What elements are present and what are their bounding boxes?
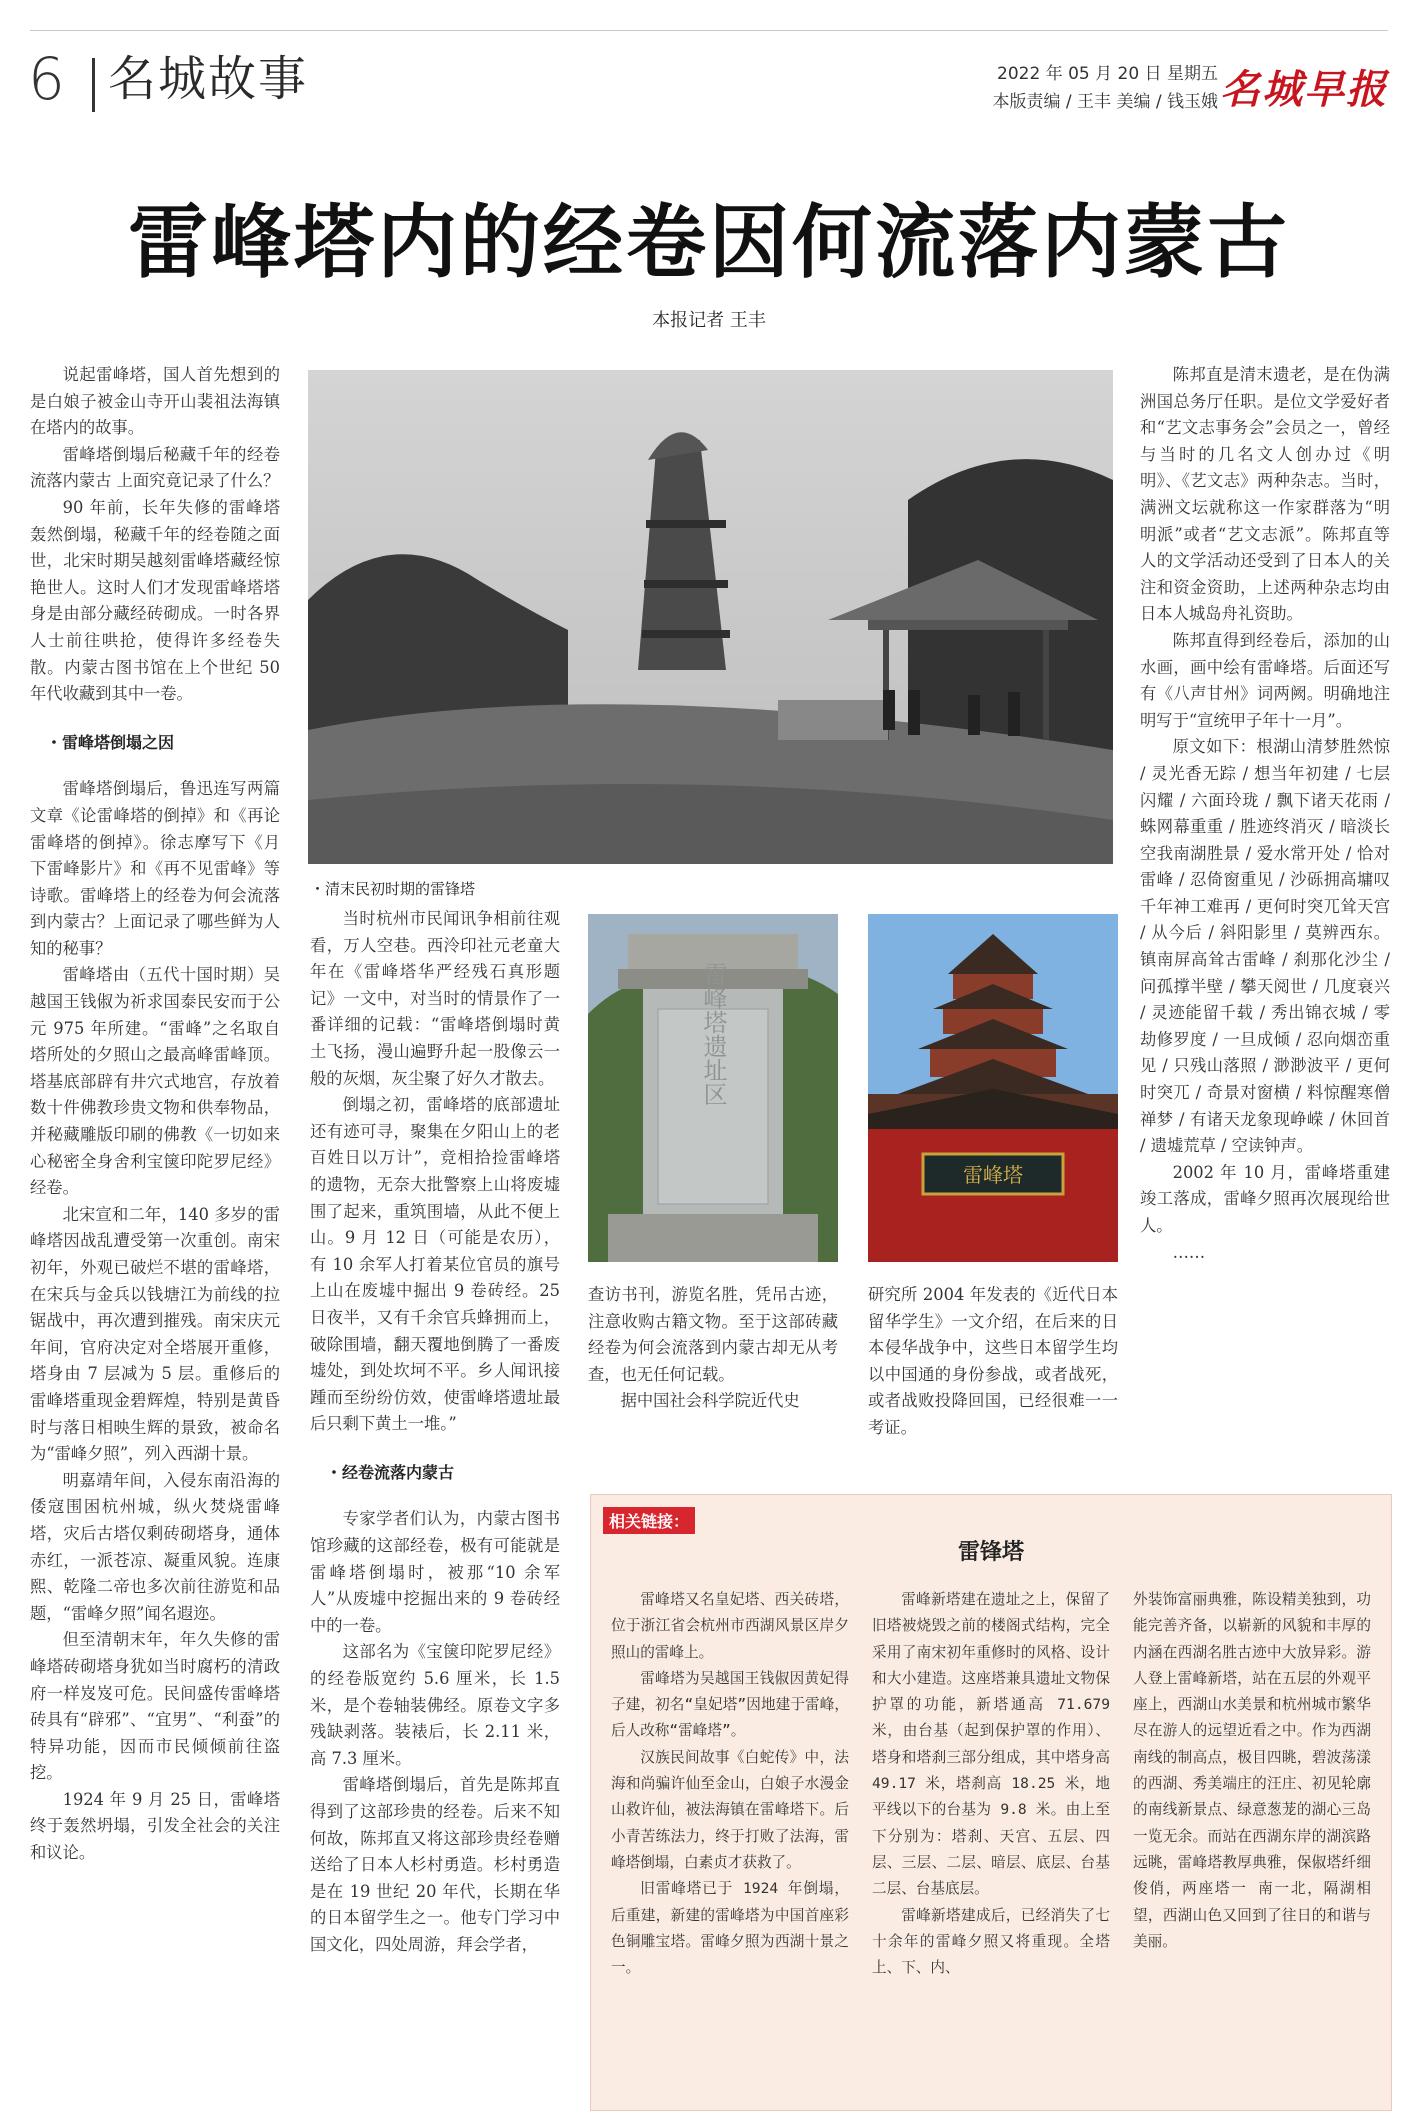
photo-site-stele: [588, 914, 838, 1262]
stele-inscription: 雷峰塔遗址区: [699, 962, 727, 1106]
related-column-3: [1133, 1587, 1371, 1955]
issue-date: 2022 年 05 月 20 日 星期五: [997, 64, 1218, 84]
article-column-3: [588, 1282, 838, 1415]
paragraph: 原文如下：根湖山清梦胜然惊 / 灵光香无踪 / 想当年初建 / 七层闪耀 / 六面玲珑 / 飘下诸天花雨 / 蛛网幕重重 / 胜迹终消灭 / 暗淡长空我南湖胜景 / 爱水常开处 / 恰对雷峰 / 忍倚窗重见 / 沙砾拥高墉叹千年神工难再 / 更何时突兀耸天宫 / 从今后 / 斜阳影里 / 莫辨西东。镇南屏高耸古雷峰 / 刹那化沙尘 / 问孤撑半壁 / 攀天阅世 / 几度衰兴 / 灵迹能留千载 / 秀出锦衣城 / 零劫修罗度 / 一旦成倾 / 忍向烟峦重见 / 只残山落照 / 渺渺波平 / 更何时突兀 / 奇景对窗横 / 料惊醒寒僧禅梦 / 有诸天龙象现峥嵘 / 休回首 / 遗墟荒草 / 空读钟声。: [1140, 737, 1390, 1156]
paragraph: 汉族民间故事《白蛇传》中，法海和尚骗许仙至金山，白娘子水漫金山救许仙，被法海镇在雷峰塔下。后小青苦练法力，终于打败了法海，雷峰塔倒塌，白素贞才获救了。: [611, 1748, 849, 1871]
related-link-box: [590, 1494, 1392, 2111]
related-column-1: [611, 1587, 849, 1981]
byline: 本报记者 王丰: [652, 310, 766, 331]
section-name: 名城故事: [108, 51, 309, 107]
article-column-2: [310, 906, 560, 1959]
paragraph: 雷峰塔为吴越国王钱俶因黄妃得子建，初名“皇妃塔”因地建于雷峰，后人改称“雷峰塔”。: [611, 1669, 849, 1740]
paragraph: 但至清朝末年，年久失修的雷峰塔砖砌塔身犹如当时腐朽的清政府一样岌岌可危。民间盛传雷峰塔砖具有“辟邪”、“宜男”、“利蚕”的特异功能，因而市民倾倾前往盗挖。: [30, 1630, 280, 1783]
paragraph: 据中国社会科学院近代史: [620, 1391, 800, 1411]
article-column-4: [868, 1282, 1118, 1442]
header-divider: [92, 58, 95, 112]
paragraph: 雷峰塔又名皇妃塔、西关砖塔，位于浙江省会杭州市西湖风景区岸夕照山的雷峰上。: [611, 1591, 849, 1661]
paragraph: 雷峰塔倒塌后秘藏千年的经卷流落内蒙古 上面究竟记录了什么？: [30, 444, 280, 491]
related-link-title: 雷锋塔: [957, 1540, 1024, 1565]
article-column-5: [1140, 362, 1390, 1266]
header-meta: [993, 60, 1218, 116]
related-column-2: [872, 1587, 1110, 1981]
paragraph: 陈邦直得到经卷后，添加的山水画，画中绘有雷峰塔。后面还写有《八声甘州》词两阙。明确地注明写于“宣统甲子年十一月”。: [1140, 630, 1390, 730]
paragraph: 外装饰富丽典雅，陈设精美独到，功能完善齐备，以崭新的风貌和丰厚的内涵在西湖名胜古迹中大放异彩。游人登上雷峰新塔，站在五层的外观平座上，西湖山水美景和杭州城市繁华尽在游人的远望近看之中。作为西湖南线的制高点，极目四眺，碧波荡漾的西湖、秀美端庄的汪庄、初见轮廓的南线新景点、绿意葱茏的湖心三岛一览无余。而站在西湖东岸的湖滨路远眺，雷峰塔教厚典雅，保俶塔纤细俊俏，两座塔一 南一北，隔湖相望，西湖山色又回到了往日的和谐与美丽。: [1133, 1591, 1371, 1950]
paragraph: 当时杭州市民闻讯争相前往观看，万人空巷。西泠印社元老童大年在《雷峰塔华严经残石真形题记》一文中，对当时的情景作了一番详细的记载：“雷峰塔倒塌时黄土飞扬，漫山遍野升起一股像云一般的灰烟，灰尘聚了好久才散去。: [310, 909, 560, 1088]
article-headline: 雷峰塔内的经卷因何流落内蒙古: [128, 196, 1290, 289]
subheading: ・经卷流落内蒙古: [326, 1462, 455, 1482]
header-rule: [30, 30, 1388, 31]
paragraph: 雷峰塔由（五代十国时期）吴越国王钱俶为祈求国泰民安而于公元 975 年所建。“雷峰”之名取自塔所处的夕照山之最高峰雷峰顶。塔基底部辟有井穴式地宫，存放着数十件佛教珍贵文物和供奉物品，并秘藏雕版印刷的佛教《一切如来心秘密全身舍利宝箧印陀罗尼经》经卷。: [30, 965, 280, 1198]
newspaper-logo: 名城早报: [1220, 66, 1388, 113]
paragraph: ……: [1172, 1242, 1206, 1262]
paragraph: 说起雷峰塔，国人首先想到的是白娘子被金山寺开山裴祖法海镇在塔内的故事。: [30, 365, 280, 438]
paragraph: 明嘉靖年间，入侵东南沿海的倭寇围困杭州城，纵火焚烧雷峰塔，灾后古塔仅剩砖砌塔身，通体赤红，一派苍凉、凝重风貌。连康熙、乾隆二帝也多次前往游览和品题，“雷峰夕照”闻名遐迩。: [30, 1470, 280, 1623]
paragraph: 研究所 2004 年发表的《近代日本留华学生》一文介绍，在后来的日本侵华战争中，这些日本留学生均以中国通的身份参战，或者战死，或者战败投降回国，已经很难一一考证。: [868, 1285, 1118, 1437]
page-number: 6: [28, 45, 65, 113]
photo-new-pagoda-temple: [868, 914, 1118, 1262]
paragraph: 雷峰新塔建成后，已经消失了七十余年的雷峰夕照又将重现。全塔上、下、内、: [872, 1906, 1110, 1977]
paragraph: 2002 年 10 月，雷峰塔重建竣工落成，雷峰夕照再次展现给世人。: [1140, 1162, 1390, 1235]
related-link-tag: 相关链接：: [603, 1507, 695, 1534]
photo-old-leifeng-pagoda: [308, 370, 1113, 864]
paragraph: 90 年前，长年失修的雷峰塔轰然倒塌，秘藏千年的经卷随之面世，北宋时期吴越刻雷峰塔藏经惊艳世人。这时人们才发现雷峰塔塔身是由部分藏经砖砌成。一时各界人士前往哄抢，使得许多经卷失散。内蒙古图书馆在上个世纪 50 年代收藏到其中一卷。: [30, 497, 280, 704]
paragraph: 查访书刊，游览名胜，凭吊古迹，注意收购古籍文物。至于这部砖藏经卷为何会流落到内蒙古却无从考查，也无任何记载。: [588, 1285, 838, 1384]
subheading: ・雷峰塔倒塌之因: [46, 732, 175, 752]
editors-credit: 本版责编 / 王丰 美编 / 钱玉娥: [992, 92, 1218, 112]
paragraph: 北宋宣和二年，140 多岁的雷峰塔因战乱遭受第一次重创。南宋初年，外观已破烂不堪的雷峰塔，在宋兵与金兵以钱塘江为前线的拉锯战中，再次遭到摧残。南宋庆元年间，官府决定对全塔展开重修，塔身由 7 层减为 5 层。重修后的雷峰塔重现金碧辉煌，特别是黄昏时与落日相映生辉的景致，被命名为“雷峰夕照”，列入西湖十景。: [30, 1204, 280, 1464]
paragraph: 雷峰塔倒塌后，首先是陈邦直得到了这部珍贵的经卷。后来不知何故，陈邦直又将这部珍贵经卷赠送给了日本人杉村勇造。杉村勇造是在 19 世纪 20 年代，长期在华的日本留学生之一。他专门学习中国文化，四处周游，拜会学者，: [310, 1775, 560, 1954]
photo-caption: ・清末民初时期的雷锋塔: [310, 880, 476, 898]
paragraph: 倒塌之初，雷峰塔的底部遗址还有迹可寻，聚集在夕阳山上的老百姓日以万计”，竞相拾捡雷峰塔的遗物，无奈大批警察上山将废墟围了起来，重筑围墙，从此不便上山。9 月 12 日（可能是农历），有 10 余军人打着某位官员的旗号上山在废墟中掘出 9 卷砖经。25 日夜半，又有千余官兵蜂拥而上，破除围墙，翻天覆地倒腾了一番废墟处，到处坎坷不平。乡人闻讯接踵而至纷纷仿效，使雷峰塔遗址最后只剩下黄土一堆。”: [310, 1095, 560, 1434]
paragraph: 雷峰新塔建在遗址之上，保留了旧塔被烧毁之前的楼阁式结构，完全采用了南宋初年重修时的风格、设计和大小建造。这座塔兼具遗址文物保护罩的功能，新塔通高 71.679 米，由台基（起到保护罩的作用）、塔身和塔刹三部分组成，其中塔身高 49.17 米，塔刹高 18.25 米，地平线以下的台基为 9.8 米。由上至下分别为：塔刹、天宫、五层、四层、三层、二层、暗层、底层、台基二层、台基底层。: [872, 1591, 1110, 1898]
paragraph: 这部名为《宝箧印陀罗尼经》的经卷版宽约 5.6 厘米，长 1.5 米，是个卷轴装佛经。原卷文字多残缺剥落。装裱后，长 2.11 米，高 7.3 厘米。: [310, 1642, 560, 1768]
article-column-1: [30, 362, 280, 1867]
paragraph: 1924 年 9 月 25 日，雷峰塔终于轰然坍塌，引发全社会的关注和议论。: [30, 1789, 280, 1863]
paragraph: 旧雷峰塔已于 1924 年倒塌，后重建，新建的雷峰塔为中国首座彩色铜雕宝塔。雷峰夕照为西湖十景之一。: [611, 1880, 849, 1977]
paragraph: 雷峰塔倒塌后，鲁迅连写两篇文章《论雷峰塔的倒掉》和《再论雷峰塔的倒掉》。徐志摩写下《月下雷峰影片》和《再不见雷峰》等诗歌。雷峰塔上的经卷为何会流落到内蒙古？上面记录了哪些鲜为人知的秘事？: [30, 779, 280, 958]
paragraph: 陈邦直是清末遗老，是在伪满洲国总务厅任职。是位文学爱好者和“艺文志事务会”会员之一，曾经与当时的几名文人创办过《明明》、《艺文志》两种杂志。当时，满洲文坛就称这一作家群落为“明明派”或者“艺文志派”。陈邦直等人的文学活动还受到了日本人的关注和资金资助，上述两种杂志均由日本人城岛舟礼资助。: [1140, 365, 1390, 624]
temple-plaque-text: 雷峰塔: [963, 1163, 1023, 1187]
paragraph: 专家学者们认为，内蒙古图书馆珍藏的这部经卷，极有可能就是雷峰塔倒塌时，被那“10 余军人”从废墟中挖掘出来的 9 卷砖经中的一卷。: [310, 1509, 560, 1635]
